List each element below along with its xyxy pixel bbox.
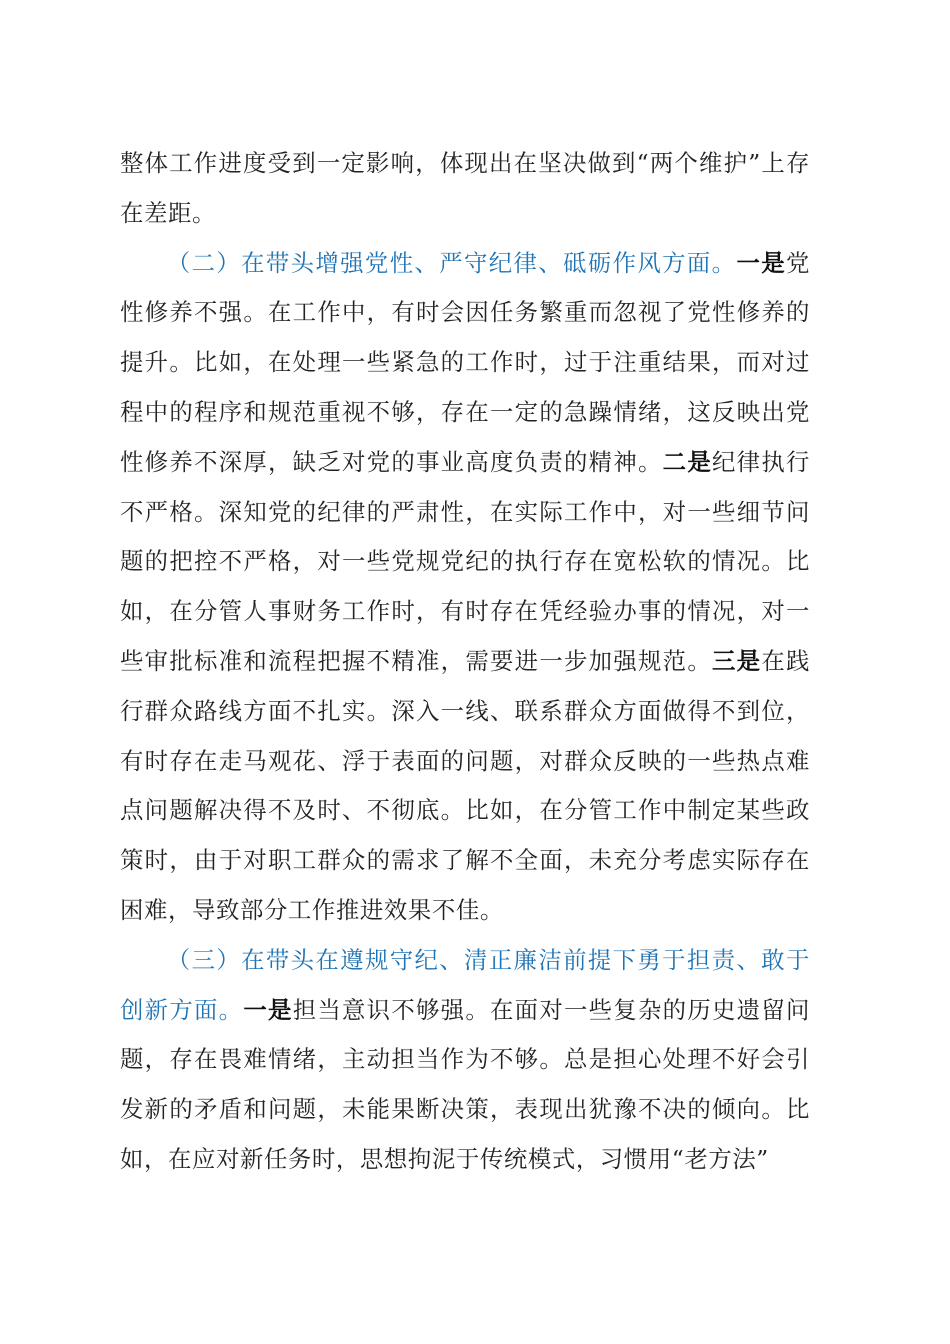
section-heading-3: （三）在带头在遵规守纪、清正廉洁前提下勇于担责、敢于创新方面。 — [120, 945, 810, 1024]
paragraph-continuation — [120, 139, 810, 239]
section-heading-2: （二）在带头增强党性、严守纪律、砥砺作风方面。 — [166, 248, 737, 277]
point-marker-3: 三是 — [712, 646, 762, 675]
paragraph-text: 整体工作进度受到一定影响，体现出在坚决做到“两个维护”上存在差距。 — [120, 149, 810, 227]
point-marker-1: 一是 — [243, 995, 293, 1024]
paragraph-section-2 — [120, 239, 810, 936]
paragraph-section-3 — [120, 936, 810, 1185]
point-text-3: 在践行群众路线方面不扎实。深入一线、联系群众方面做得不到位，有时存在走马观花、浮于表面的问题，对群众反映的一些热点难点问题解决得不及时、不彻底。比如，在分管工作中制定某些政策时，由于对职工群众的需求了解不全面，未充分考虑实际存在困难，导致部分工作推进效果不佳。 — [120, 646, 811, 924]
point-marker-1: 一是 — [736, 248, 786, 277]
point-marker-2: 二是 — [662, 447, 713, 476]
document-body — [120, 139, 810, 1185]
point-text-2: 纪律执行不严格。深知党的纪律的严肃性，在实际工作中，对一些细节问题的把控不严格，对一些党规党纪的执行存在宽松软的情况。比如，在分管人事财务工作时，有时存在凭经验办事的情况，对一些审批标准和流程把握不精准，需要进一步加强规范。 — [120, 447, 811, 675]
point-text-1: 党性修养不强。在工作中，有时会因任务繁重而忽视了党性修养的提升。比如，在处理一些紧急的工作时，过于注重结果，而对过程中的程序和规范重视不够，存在一定的急躁情绪，这反映出党性修养不深厚，缺乏对党的事业高度负责的精神。 — [120, 248, 810, 476]
point-text-1: 担当意识不够强。在面对一些复杂的历史遗留问题，存在畏难情绪，主动担当作为不够。总是担心处理不好会引发新的矛盾和问题，未能果断决策，表现出犹豫不决的倾向。比如，在应对新任务时，思想拘泥于传统模式，习惯用“老方法” — [120, 995, 811, 1173]
